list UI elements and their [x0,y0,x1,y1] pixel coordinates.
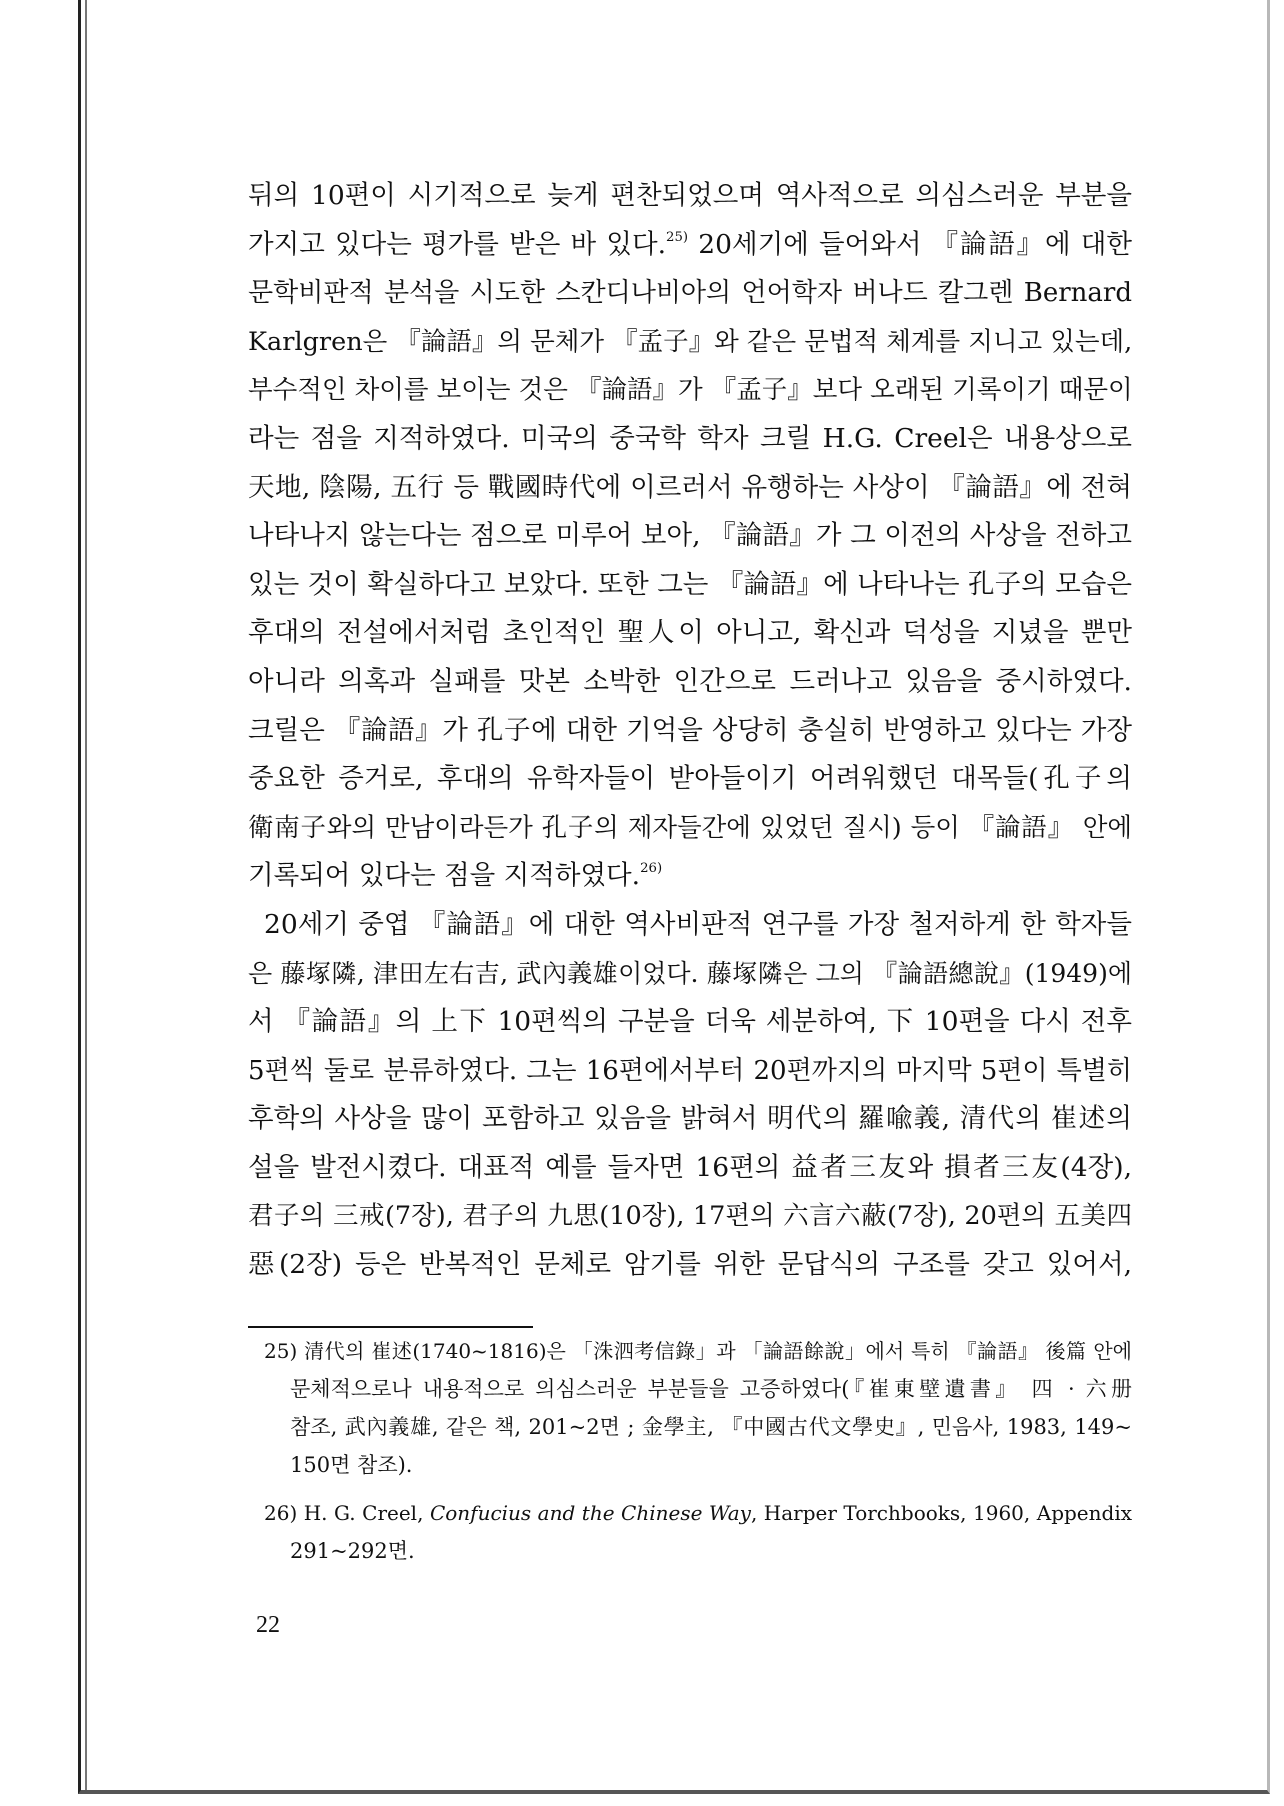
text-line: 가지고 있다는 평가를 받은 바 있다.$^{25)}$ 20세기에 들어와서 『論語』에 대한 [248,228,1132,260]
text-line: 중요한 증거로, 후대의 유학자들이 받아들이기 어려워했던 대목들(孔子의 [248,763,1132,795]
text-line: 나타나지 않는다는 점으로 미루어 보아, 『論語』가 그 이전의 사상을 전하고 [248,520,1132,552]
text-line: 부수적인 차이를 보이는 것은 『論語』가 『孟子』보다 오래된 기록이기 때문이 [248,375,1133,406]
text-line: 5편씩 둘로 분류하였다. 그는 16편에서부터 20편까지의 마지막 5편이 특별히 [248,1055,1132,1086]
book-title: Confucius and the Chinese Way [429,1501,751,1525]
text-line: 뒤의 10편이 시기적으로 늦게 편찬되었으며 역사적으로 의심스러운 부분을 [248,180,1132,211]
text-line: 후대의 전설에서처럼 초인적인 聖人이 아니고, 확신과 덕성을 지녔을 뿐만 [248,617,1132,649]
text-line: 문학비판적 분석을 시도한 스칸디나비아의 언어학자 버나드 칼그렌 Bernard [248,278,1132,309]
footnote-line: 문체적으로나 내용적으로 의심스러운 부분들을 고증하였다(『崔東壁遺書』 四 · 六册 [290,1377,1132,1401]
text-line: 衛南子와의 만남이라든가 孔子의 제자들간에 있었던 질시) 등이 『論語』 안에 [248,812,1132,843]
page-number: 22 [256,1612,280,1638]
footnote-line: 26) H. G. Creel, Confucius and the Chinese Way, Harper Torchbooks, 1960, Appendix [264,1501,1132,1525]
text-line: 아니라 의혹과 실패를 맛본 소박한 인간으로 드러나고 있음을 중시하였다. [248,665,1132,697]
footnote-ref-26[interactable]: 26) [640,861,663,877]
text-line: 후학의 사상을 많이 포함하고 있음을 밝혀서 明代의 羅喩義, 清代의 崔述의 [248,1103,1132,1135]
text-line: 惡(2장) 등은 반복적인 문체로 암기를 위한 문답식의 구조를 갖고 있어서, [248,1249,1132,1281]
footnote-line: 150면 참조). [290,1453,413,1477]
text-line: 라는 점을 지적하였다. 미국의 중국학 학자 크릴 H.G. Creel은 내용상으로 [248,422,1132,454]
body-text [248,172,1132,1290]
text-line: 있는 것이 확실하다고 보았다. 또한 그는 『論語』에 나타나는 孔子의 모습은 [248,568,1132,600]
footnote-divider [248,1326,533,1328]
text-line: 君子의 三戒(7장), 君子의 九思(10장), 17편의 六言六蔽(7장), 20편의 五美四 [248,1201,1132,1232]
text-line: 은 藤塚隣, 津田左右吉, 武內義雄이었다. 藤塚隣은 그의 『論語總說』(1949)에 [248,958,1132,988]
text-line: 설을 발전시켰다. 대표적 예를 들자면 16편의 益者三友와 損者三友(4장), [248,1151,1132,1183]
text-line: 20세기 중엽 『論語』에 대한 역사비판적 연구를 가장 철저하게 한 학자들 [264,908,1132,940]
text-line: 서 『論語』의 上下 10편씩의 구분을 더욱 세분하여, 下 10편을 다시 전후 [248,1006,1132,1038]
text-line: 天地, 陰陽, 五行 등 戰國時代에 이르러서 유행하는 사상이 『論語』에 전혀 [248,471,1132,503]
text-line: 크릴은 『論語』가 孔子에 대한 기억을 상당히 충실히 반영하고 있다는 가장 [248,714,1132,746]
footnote-line: 291~292면. [290,1539,415,1563]
footnote-25 [264,1332,1132,1484]
text-line: 기록되어 있다는 점을 지적하였다.$^{26)}$ [248,860,663,892]
footnotes [264,1332,1132,1570]
footnote-26 [264,1494,1132,1570]
footnote-line: 25) 清代의 崔述(1740~1816)은 「洙泗考信錄」과 「論語餘說」에서 특히 『論語』 後篇 안에 [264,1339,1132,1363]
text-line: Karlgren은 『論語』의 문체가 『孟子』와 같은 문법적 체계를 지니고 있는데, [248,326,1133,357]
footnote-ref-25[interactable]: 25) [666,229,689,245]
footnote-line: 참조, 武內義雄, 같은 책, 201~2면 ; 金學主, 『中國古代文學史』, 민음사, 1983, 149~ [290,1415,1132,1439]
